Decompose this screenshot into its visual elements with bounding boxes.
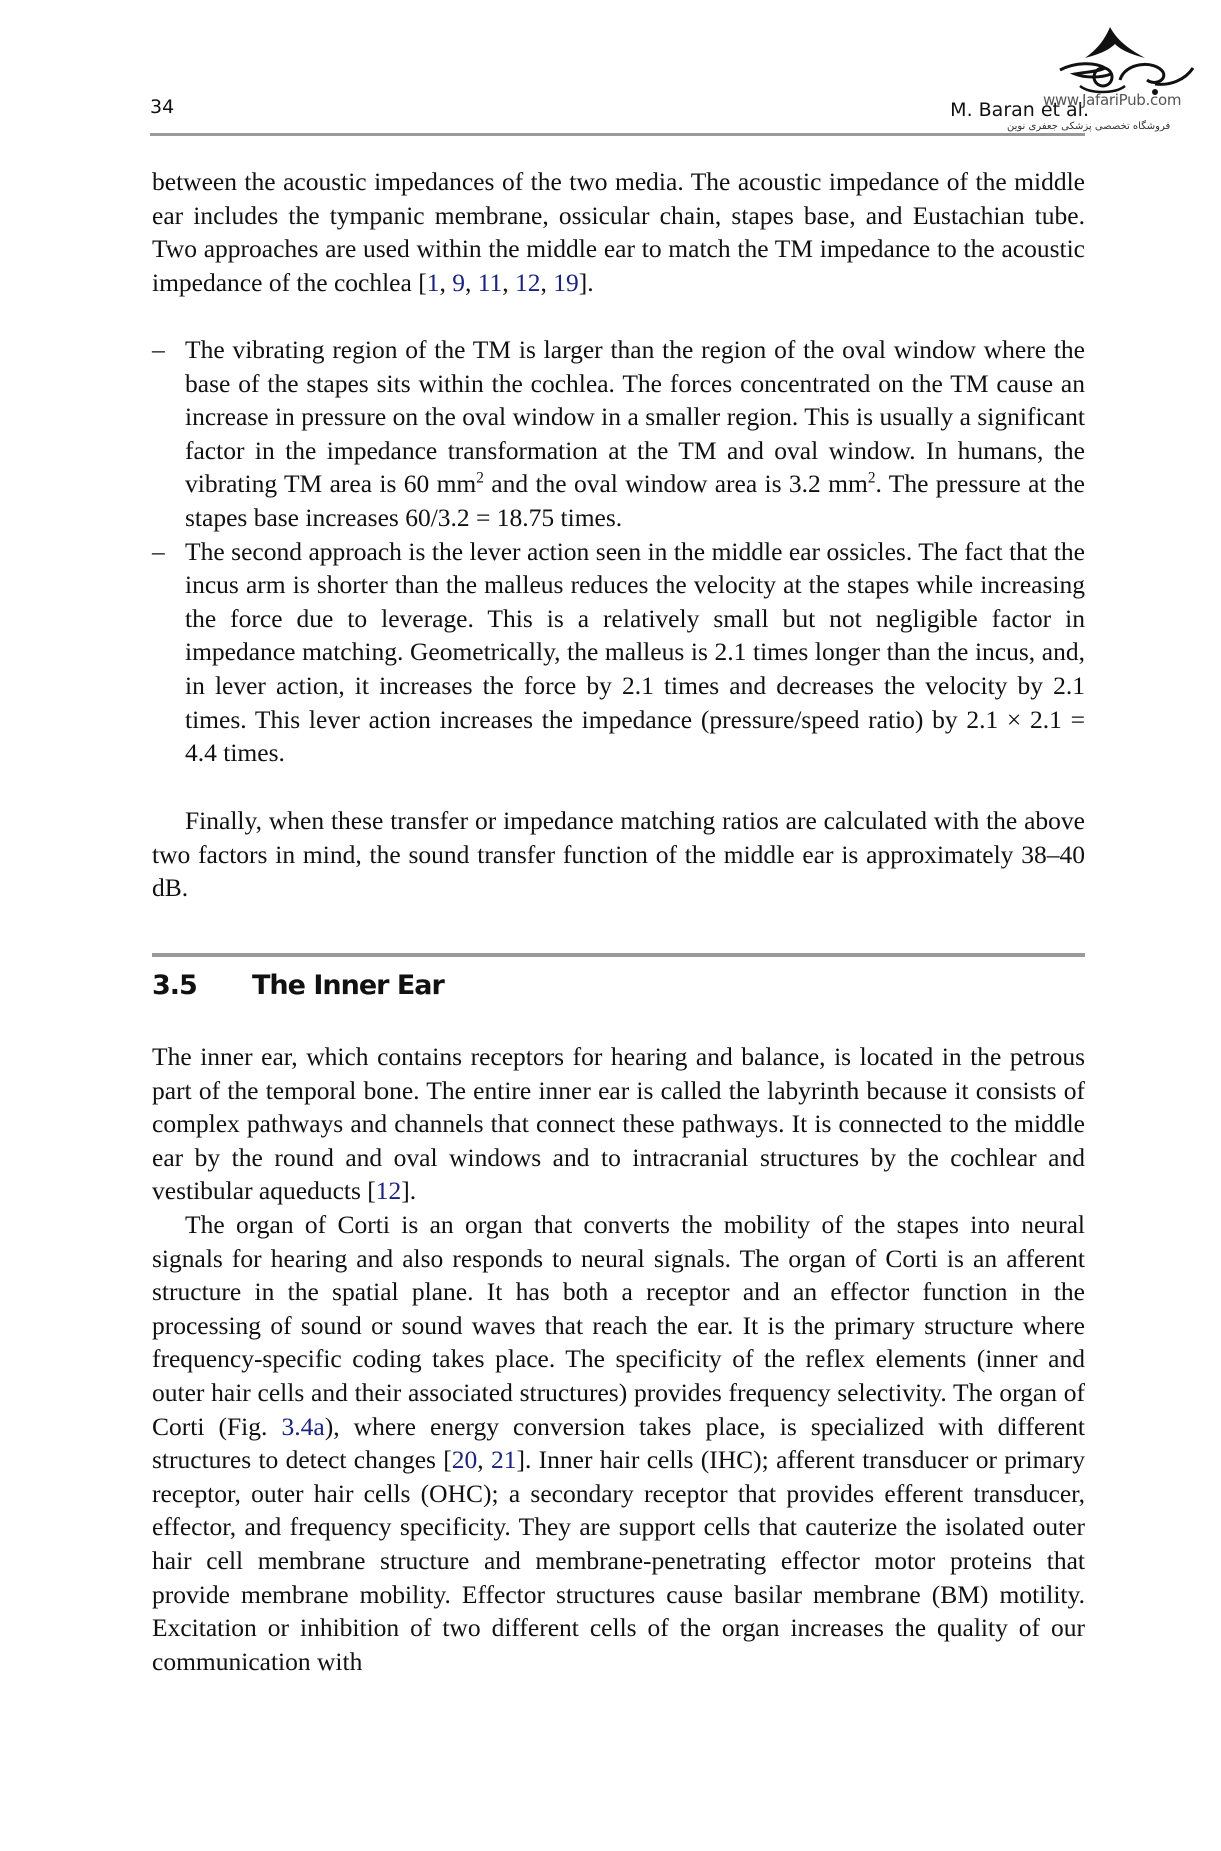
section-rule xyxy=(152,953,1085,957)
calligraphy-logo-icon xyxy=(1005,22,1215,102)
citation-link[interactable]: 12 xyxy=(375,1176,402,1206)
section-heading xyxy=(152,970,444,1001)
list-bullet: – xyxy=(152,335,165,364)
paragraph-text: The inner ear, which contains receptors for hearing and balance, is located in the petrous part of the temporal bone. The entire inner ear is called the labyrinth because it consists of complex pathways and channels that connect these pathways. It is connected to the middle ear by the round and oval windows and to intracranial structures by the cochlear and vestibular aqueducts [ xyxy=(152,1042,1085,1206)
list-item xyxy=(152,333,1085,535)
list-item-text: The vibrating region of the TM is larger than the region of the oval window where the base of the stapes sits within the cochlea. The forces concentrated on the TM cause an increase in pressure on the oval window in a smaller region. This is usually a significant factor in the impedance transformation at the TM and oval window. In humans, the vibrating TM area is 60 mm xyxy=(185,335,1085,499)
citation-link[interactable]: 1 xyxy=(426,267,440,297)
paragraph-text: ]. Inner hair cells (IHC); afferent transducer or primary receptor, outer hair cells (OHC); a secondary receptor that provides efferent transducer, effector, and frequency specificity. They are support cells that cauterize the isolated outer hair cell membrane structure and membrane-penetrating effector motor proteins that provide membrane mobility. Effector structures cause basilar membrane (BM) motility. Excitation or inhibition of two different cells of the organ increases the quality of our communication with xyxy=(152,1445,1085,1676)
punctuation: ]. xyxy=(578,267,594,297)
superscript: 2 xyxy=(867,469,876,487)
page-header xyxy=(150,96,1089,126)
citation-link[interactable]: 19 xyxy=(553,267,579,297)
punctuation: , xyxy=(477,1445,491,1475)
watermark-tagline: فروشگاه تخصصی پزشکی جعفری نوین xyxy=(1007,121,1171,132)
paragraph-inner-ear xyxy=(152,1040,1085,1678)
punctuation: ]. xyxy=(401,1176,417,1206)
header-rule xyxy=(150,133,1085,136)
list-item xyxy=(152,535,1085,770)
citation-link[interactable]: 9 xyxy=(452,267,465,297)
section-title: The Inner Ear xyxy=(252,970,444,1001)
paragraph-impedance-intro: between the acoustic impedances of the two media. The acoustic impedance of the middle ear includes the tympanic membrane, ossicular chain, stapes base, and Eustachian tube. Two approaches are used within the middle ear to match the TM impedance to the acoustic impedance of the cochlea [1, 9, 11, 12, 19]. xyxy=(152,167,1085,297)
paragraph-transfer-function xyxy=(152,804,1085,905)
approach-list xyxy=(152,333,1085,770)
section-number: 3.5 xyxy=(152,970,197,1001)
publisher-watermark xyxy=(1005,22,1215,142)
list-item-text: and the oval window area is 3.2 mm xyxy=(483,469,868,499)
list-bullet: – xyxy=(152,536,165,566)
citation-link[interactable]: 11 xyxy=(477,267,503,297)
paragraph-text: between the acoustic impedances of the two media. The acoustic impedance of the middle ear includes the tympanic membrane, ossicular chain, stapes base, and Eustachian tube. Two approaches are used within the middle ear to match the TM impedance to the acoustic impedance of the cochlea [ xyxy=(152,167,1085,297)
watermark-url: www.JafariPub.com xyxy=(1043,91,1182,109)
citation-link[interactable]: 20 xyxy=(451,1445,478,1475)
citation-link[interactable]: 12 xyxy=(515,267,541,297)
superscript: 2 xyxy=(476,469,484,487)
paragraph-text: ), where energy conversion takes place, is specialized with different structures to detect changes [ xyxy=(152,1411,1085,1475)
paragraph-text: The organ of Corti is an organ that converts the mobility of the stapes into neural signals for hearing and also responds to neural signals. The organ of Corti is an afferent structure in the spatial plane. It has both a receptor and an effector function in the processing of sound or sound waves that reach the ear. It is the primary structure where frequency-specific coding takes place. The specificity of the reflex elements (inner and outer hair cells and their associated structures) provides frequency selectivity. The organ of Corti (Fig. xyxy=(152,1209,1085,1441)
list-item-text: . The pressure at the stapes base increases 60/3.2 = 18.75 times. xyxy=(185,469,1085,532)
page-number: 34 xyxy=(150,96,175,118)
figure-link[interactable]: 3.4a xyxy=(281,1411,325,1441)
running-head: M. Baran et al. xyxy=(950,99,1089,121)
citation-link[interactable]: 21 xyxy=(490,1445,517,1475)
list-item-text: The second approach is the lever action seen in the middle ear ossicles. The fact that the incus arm is shorter than the malleus reduces the velocity at the stapes while increasing the force due to leverage. This is a relatively small but not negligible factor in impedance matching. Geometrically, the malleus is 2.1 times longer than the incus, and, in lever action, it increases the force by 2.1 times and decreases the velocity by 2.1 times. This lever action increases the impedance (pressure/speed ratio) by 2.1 × 2.1 = 4.4 times. xyxy=(185,536,1085,768)
paragraph-text: Finally, when these transfer or impedance matching ratios are calculated with the above two factors in mind, the sound transfer function of the middle ear is approximately 38–40 dB. xyxy=(152,806,1085,903)
